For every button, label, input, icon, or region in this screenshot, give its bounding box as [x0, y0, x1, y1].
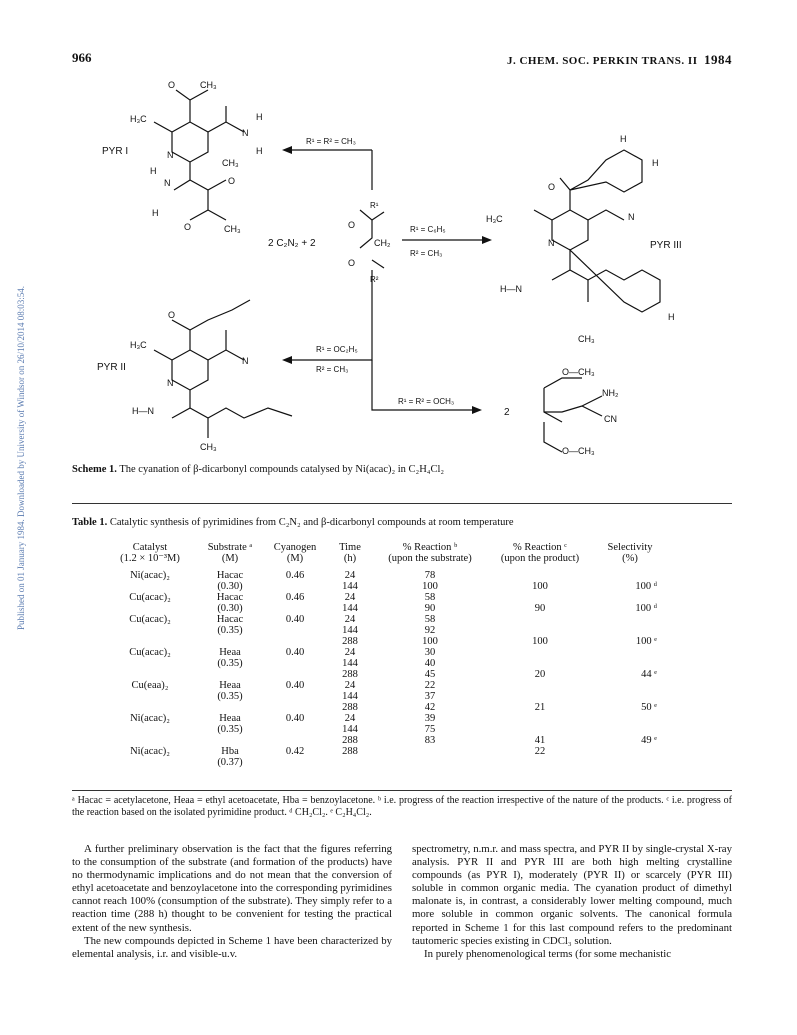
col-header-substrate: Substrate ᵃ (M): [207, 542, 253, 564]
table-cell: Cu(acac)₂: [129, 592, 171, 603]
table-cell: [105, 724, 195, 735]
pyr1-ch3-c: CH₃: [224, 224, 241, 234]
pyr3-ch3: CH₃: [578, 334, 595, 344]
arrow-label-pyr1: R¹ = R² = CH₃: [306, 137, 356, 146]
table-cell: [265, 724, 325, 735]
table-cell: 22: [424, 680, 436, 691]
table-cell: [105, 581, 195, 592]
table-cell: 0.46: [285, 592, 305, 603]
col-header-cyanogen: Cyanogen (M): [273, 542, 317, 564]
pyr1-ch3: CH₃: [200, 80, 217, 90]
table-cell: [485, 713, 595, 724]
journal-title: [507, 52, 732, 68]
table-footnote: ᵃ Hacac = acetylacetone, Heaa = ethyl acetoacetate, Hba = benzoylacetone. ᵇ i.e. progress of the reaction irrespective of the nature of the products. ᶜ i.e. progress of the reaction based on the isolated pyrimidine product. ᵈ CH₂Cl₂. ᵉ C₂H₄Cl₂.: [72, 795, 732, 818]
table-cell: (0.30): [217, 581, 243, 592]
center-r2: R²: [370, 275, 379, 284]
table-row: [105, 592, 665, 603]
rule-top: [72, 503, 732, 504]
table-caption-label: Table 1.: [72, 517, 108, 528]
table-cell: Cu(acac)₂: [129, 647, 171, 658]
col-header-reaction-substrate: % Reaction ᵇ (upon the substrate): [388, 542, 472, 564]
table-cell: [595, 713, 665, 724]
table-cell: (0.35): [217, 724, 243, 735]
table-cell: 288: [342, 735, 358, 746]
table-cell: 100: [422, 581, 438, 592]
table-cell: [485, 625, 595, 636]
table-cell: 0.40: [285, 647, 305, 658]
table-cell: 144: [342, 658, 358, 669]
body-right-column: [412, 843, 732, 961]
pyr2-ch3: CH₃: [200, 442, 217, 452]
table-cell: [265, 702, 325, 713]
table-cell: 100 ᵈ: [635, 581, 657, 592]
pyr1-nh: N: [242, 128, 249, 138]
table-cell: Ni(acac)₂: [130, 713, 170, 724]
table-cell: 100: [422, 636, 438, 647]
table-cell: 90: [424, 603, 436, 614]
scheme-1-diagram: [72, 70, 732, 455]
body-left-column: [72, 843, 392, 961]
malonate-och3-bottom: O—CH₃: [562, 446, 595, 455]
malonate-och3-top: O—CH₃: [562, 367, 595, 377]
table-cell: 90: [534, 603, 546, 614]
pyr1-h2: H: [256, 146, 263, 156]
table-cell: 92: [424, 625, 436, 636]
table-cell: 58: [424, 614, 436, 625]
download-notice-text: Published on 01 January 1984. Downloaded by University of Windsor on 26/10/2014 08:03:54.: [16, 286, 26, 630]
pyr2-hn: H—N: [132, 406, 154, 416]
table-cell: 288: [342, 636, 358, 647]
table-header-row: [105, 542, 665, 570]
table-cell: [265, 603, 325, 614]
table-cell: 24: [344, 614, 356, 625]
pyr2-n: N: [167, 378, 174, 388]
table-caption: [72, 517, 732, 528]
table-cell: 24: [344, 680, 356, 691]
pyr1-o3: O: [184, 222, 192, 232]
table-cell: 100: [532, 581, 548, 592]
pyr1-h1: H: [256, 112, 263, 122]
table-cell: 0.40: [285, 680, 305, 691]
table-cell: 24: [344, 592, 356, 603]
pyr1-label: PYR I: [102, 146, 129, 157]
download-notice: [2, 210, 26, 630]
col-header-catalyst: Catalyst (1.2 × 10⁻³M): [120, 542, 180, 564]
table-cell: [105, 691, 195, 702]
table-cell: 144: [342, 691, 358, 702]
table-cell: [265, 581, 325, 592]
table-cell: [265, 757, 325, 768]
center-o-bottom: O: [348, 258, 356, 268]
table-cell: Hacac: [216, 570, 244, 581]
pyr3-hn: H—N: [500, 284, 522, 294]
table-row: [105, 603, 665, 614]
table-cell: [595, 680, 665, 691]
table-cell: Cu(acac)₂: [129, 614, 171, 625]
table-cell: 100 ᵉ: [635, 636, 657, 647]
table-cell: Ni(acac)₂: [130, 746, 170, 757]
table-cell: 24: [344, 647, 356, 658]
arrow-label-pyr2-a: R¹ = OC₂H₅: [316, 345, 358, 354]
table-cell: [195, 636, 265, 647]
table-cell: [105, 658, 195, 669]
table-cell: [485, 658, 595, 669]
table-cell: 39: [424, 713, 436, 724]
journal-name: J. CHEM. SOC. PERKIN TRANS. II: [506, 55, 698, 67]
pyr3-h-r: H: [652, 158, 659, 168]
table-cell: 0.40: [285, 614, 305, 625]
table-cell: [105, 636, 195, 647]
pyr2-nh: N: [242, 356, 249, 366]
table-cell: [485, 691, 595, 702]
table-cell: 78: [424, 570, 436, 581]
pyr3-h-b: H: [668, 312, 675, 322]
table-cell: 37: [424, 691, 436, 702]
table-cell: (0.35): [217, 625, 243, 636]
table-row: [105, 581, 665, 592]
center-reagent: 2 C₂N₂ + 2: [268, 238, 316, 249]
table-cell: [595, 625, 665, 636]
scheme-caption: [72, 464, 732, 475]
table-cell: [195, 669, 265, 680]
table-cell: Hba: [221, 746, 239, 757]
table-cell: [595, 724, 665, 735]
body-paragraph: In purely phenomenological terms (for some mechanistic: [424, 947, 672, 960]
table-cell: 288: [342, 669, 358, 680]
table-cell: [265, 669, 325, 680]
pyr3-label: PYR III: [650, 240, 682, 251]
table-cell: [265, 735, 325, 746]
table-cell: 144: [342, 724, 358, 735]
pyr1-h3: H: [150, 166, 157, 176]
pyr2-o: O: [168, 310, 176, 320]
table-cell: [265, 691, 325, 702]
table-row: [105, 669, 665, 680]
table-row: [105, 757, 665, 768]
table-cell: 40: [424, 658, 436, 669]
col-header-time: Time (h): [339, 542, 361, 564]
malonate-nh2: NH₂: [602, 388, 619, 398]
malonate-coefficient: 2: [504, 407, 510, 418]
table-cell: Heaa: [219, 713, 241, 724]
arrow-label-pyr3-b: R² = CH₃: [410, 249, 443, 258]
table-cell: 83: [424, 735, 436, 746]
arrow-label-pyr2-b: R² = CH₃: [316, 365, 349, 374]
table-cell: 42: [424, 702, 436, 713]
table-cell: [325, 757, 375, 768]
table-cell: [195, 702, 265, 713]
table-row: [105, 636, 665, 647]
table-cell: 0.42: [285, 746, 305, 757]
table-cell: 0.46: [285, 570, 305, 581]
table-cell: [105, 735, 195, 746]
center-r1: R¹: [370, 201, 379, 210]
body-paragraph: spectrometry, n.m.r. and mass spectra, and PYR II by single-crystal X-ray analysis. PYR II and PYR III are both high melting crystalline compounds (as PYR I), moderately (PYR II) or scarcely (PYR III) soluble in common organic media. The cyanation product of dimethyl malonate is, in contrast, a considerably lower melting compound, much more soluble in common organic solvents. The canonical formula reported in Scheme 1 for this last compound refers to the predominant tautomeric species existing in CDCl₃ solution.: [412, 843, 732, 947]
table-cell: [375, 746, 485, 757]
table-row: [105, 691, 665, 702]
pyr2-label: PYR II: [97, 362, 126, 373]
table-cell: (0.30): [217, 603, 243, 614]
table-row: [105, 724, 665, 735]
table-cell: 100: [532, 636, 548, 647]
table-row: [105, 735, 665, 746]
table-cell: [485, 592, 595, 603]
body-paragraph: A further preliminary observation is the fact that the figures referring to the consumption of the substrate (and formation of the products) have no thermodynamic implications and do not mean that the conversion of ethyl acetoacetate and benzoylacetone into the corresponding pyrimidines cannot reach 100% (consumption of the substrate). They simply refer to a reaction time (288 h) thought to be convenient for testing the practical extent of the new synthesis.: [72, 843, 392, 934]
table-cell: Cu(eaa)₂: [131, 680, 169, 691]
table-cell: [105, 625, 195, 636]
table-cell: [265, 625, 325, 636]
table-cell: 288: [342, 746, 358, 757]
table-cell: 41: [534, 735, 546, 746]
col-header-reaction-product: % Reaction ᶜ (upon the product): [500, 542, 580, 564]
table-cell: [265, 658, 325, 669]
table-cell: 100 ᵈ: [635, 603, 657, 614]
table-cell: Ni(acac)₂: [130, 570, 170, 581]
table-row: [105, 713, 665, 724]
scheme-caption-text: The cyanation of β-dicarbonyl compounds catalysed by Ni(acac)₂ in C₂H₄Cl₂: [119, 464, 445, 475]
pyr1-o2: O: [228, 176, 236, 186]
table-cell: [485, 724, 595, 735]
table-cell: 30: [424, 647, 436, 658]
table-cell: 288: [342, 702, 358, 713]
table-cell: 44 ᵉ: [641, 669, 657, 680]
table-cell: [595, 570, 665, 581]
table-cell: Hacac: [216, 614, 244, 625]
table-cell: [105, 669, 195, 680]
table-1: [105, 542, 665, 768]
pyr1-h4: H: [152, 208, 159, 218]
table-cell: (0.35): [217, 691, 243, 702]
page-number: 966: [72, 50, 92, 65]
table-cell: 45: [424, 669, 436, 680]
journal-year: 1984: [704, 52, 732, 67]
pyr3-nh: N: [628, 212, 635, 222]
table-cell: [375, 757, 485, 768]
table-cell: [595, 647, 665, 658]
table-cell: [595, 658, 665, 669]
table-row: [105, 647, 665, 658]
pyr3-o: O: [548, 182, 556, 192]
table-cell: [485, 647, 595, 658]
pyr2-h3c: H₃C: [130, 340, 147, 350]
center-o-top: O: [348, 220, 356, 230]
table-cell: [105, 603, 195, 614]
table-caption-text: Catalytic synthesis of pyrimidines from C₂N₂ and β-dicarbonyl compounds at room temperature: [109, 517, 514, 528]
table-cell: [595, 592, 665, 603]
table-cell: [105, 702, 195, 713]
table-cell: Heaa: [219, 647, 241, 658]
table-row: [105, 680, 665, 691]
table-cell: (0.35): [217, 658, 243, 669]
scheme-caption-label: Scheme 1.: [72, 464, 117, 475]
table-cell: 24: [344, 713, 356, 724]
pyr1-h3c: H₃C: [130, 114, 147, 124]
malonate-cn: CN: [604, 414, 617, 424]
pyr1-n2: N: [164, 178, 171, 188]
table-cell: 75: [424, 724, 436, 735]
table-cell: 20: [534, 669, 546, 680]
table-row: [105, 614, 665, 625]
pyr1-ch3-b: CH₃: [222, 158, 239, 168]
table-cell: [485, 614, 595, 625]
pyr1-o: O: [168, 80, 176, 90]
table-cell: [595, 757, 665, 768]
table-cell: Heaa: [219, 680, 241, 691]
table-cell: 24: [344, 570, 356, 581]
table-cell: [485, 570, 595, 581]
table-cell: 144: [342, 581, 358, 592]
table-row: [105, 658, 665, 669]
table-cell: [595, 691, 665, 702]
center-ch2: CH₂: [374, 238, 391, 248]
pyr3-n: N: [548, 238, 555, 248]
table-cell: Hacac: [216, 592, 244, 603]
table-cell: 21: [534, 702, 546, 713]
table-row: [105, 702, 665, 713]
pyr3-h-top: H: [620, 134, 627, 144]
table-cell: [485, 757, 595, 768]
table-cell: [265, 636, 325, 647]
table-cell: 50 ᵉ: [641, 702, 657, 713]
table-row: [105, 570, 665, 581]
pyr3-h3c: H₃C: [486, 214, 503, 224]
body-paragraph: The new compounds depicted in Scheme 1 have been characterized by elemental analysis, i.r. and visible-u.v.: [72, 934, 392, 960]
table-cell: [595, 746, 665, 757]
table-cell: [485, 680, 595, 691]
table-cell: 144: [342, 603, 358, 614]
col-header-selectivity: Selectivity (%): [607, 542, 653, 564]
table-cell: [595, 614, 665, 625]
table-cell: [195, 735, 265, 746]
arrow-label-pyr3-a: R¹ = C₆H₅: [410, 225, 446, 234]
table-cell: 0.40: [285, 713, 305, 724]
table-cell: 22: [534, 746, 546, 757]
table-cell: 144: [342, 625, 358, 636]
pyr1-n: N: [167, 150, 174, 160]
table-cell: (0.37): [217, 757, 243, 768]
table-cell: 58: [424, 592, 436, 603]
table-cell: 49 ᵉ: [641, 735, 657, 746]
table-row: [105, 746, 665, 757]
rule-bottom: [72, 790, 732, 791]
arrow-label-malonate: R¹ = R² = OCH₃: [398, 397, 455, 406]
table-cell: [105, 757, 195, 768]
table-row: [105, 625, 665, 636]
